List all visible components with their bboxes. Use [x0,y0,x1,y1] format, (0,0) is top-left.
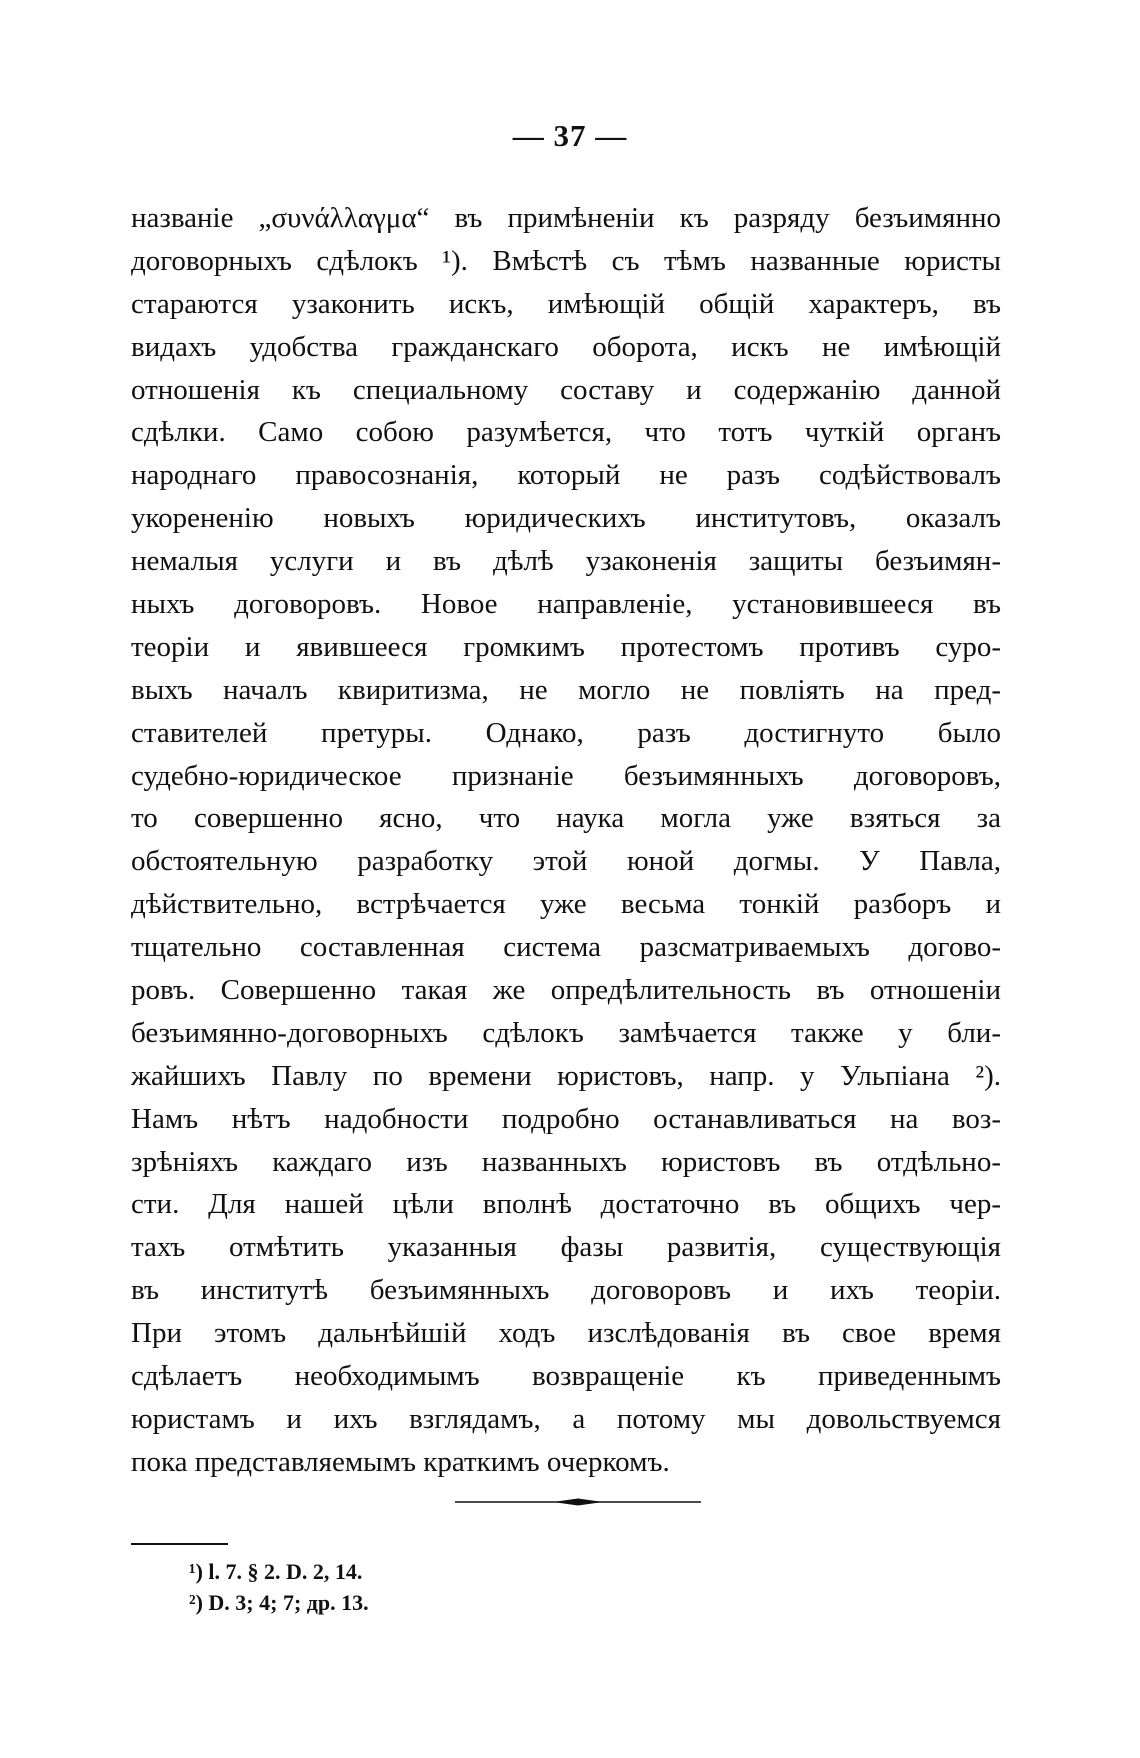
text-line: зрѣніяхъ каждаго изъ названныхъ юристовъ въ отдѣльно- [131,1145,1001,1178]
text-line: сти. Для нашей цѣли вполнѣ достаточно въ общихъ чер- [131,1188,1001,1221]
section-end-ornament [455,1496,701,1508]
text-line: ставителей претуры. Однако, разъ достигнуто было [131,716,1001,749]
text-line: теоріи и явившееся громкимъ протестомъ противъ суро- [131,630,1001,663]
text-line: дѣйствительно, встрѣчается уже весьма тонкій разборъ и [131,888,1001,921]
text-line: безъимянно-договорныхъ сдѣлокъ замѣчается также у бли- [131,1016,1001,1049]
page-number: — 37 — [512,118,628,153]
text-line: ровъ. Совершенно такая же опредѣлительность въ отношеніи [131,974,1001,1007]
text-line: тахъ отмѣтить указанныя фазы развитія, существующія [131,1231,1001,1264]
footnotes [189,1556,689,1618]
text-line: отношенія къ специальному составу и содержанію данной [131,373,1001,406]
text-line: При этомъ дальнѣйшій ходъ изслѣдованія въ свое время [131,1317,1001,1350]
footnote: ²) D. 3; 4; 7; др. 13. [189,1590,369,1615]
text-line: жайшихъ Павлу по времени юристовъ, напр. у Ульпіана ²). [131,1059,1001,1092]
text-line: народнаго правосознанія, который не разъ содѣйствовалъ [131,459,1001,492]
text-line-last: пока представляемымъ краткимъ очеркомъ. [131,1445,670,1478]
text-line: немалыя услуги и въ дѣлѣ узаконенія защиты безъимян- [131,545,1001,578]
text-line: видахъ удобства гражданскаго оборота, искъ не имѣющій [131,330,1001,363]
text-line: укорененію новыхъ юридическихъ институтовъ, оказалъ [131,502,1001,535]
text-line: въ институтѣ безъимянныхъ договоровъ и ихъ теоріи. [131,1274,1001,1307]
text-line: судебно-юридическое признаніе безъимянныхъ договоровъ, [131,759,1001,792]
text-line: Намъ нѣтъ надобности подробно останавливаться на воз- [131,1102,1001,1135]
body-text [131,197,1001,1484]
text-line: сдѣлаетъ необходимымъ возвращеніе къ приведеннымъ [131,1360,1001,1393]
footnote-divider [131,1543,228,1545]
text-line: договорныхъ сдѣлокъ ¹). Вмѣстѣ съ тѣмъ названные юристы [131,244,1001,277]
text-line: тщательно составленная система разсматриваемыхъ догово- [131,931,1001,964]
text-line: сдѣлки. Само собою разумѣется, что тотъ чуткій органъ [131,416,1001,449]
footnote: ¹) l. 7. § 2. D. 2, 14. [189,1559,363,1584]
text-line: названіе „συνάλλαγμα“ въ примѣненіи къ разряду безъимянно [131,202,1001,234]
text-line: выхъ началъ квиритизма, не могло не повліять на пред- [131,673,1001,706]
text-line: то совершенно ясно, что наука могла уже взяться за [131,802,1001,835]
text-line: ныхъ договоровъ. Новое направленіе, установившееся въ [131,588,1001,621]
text-line: юристамъ и ихъ взглядамъ, а потому мы довольствуемся [131,1402,1001,1435]
text-line: обстоятельную разработку этой юной догмы. У Павла, [131,845,1001,878]
text-line: стараются узаконить искъ, имѣющій общій характеръ, въ [131,287,1001,320]
